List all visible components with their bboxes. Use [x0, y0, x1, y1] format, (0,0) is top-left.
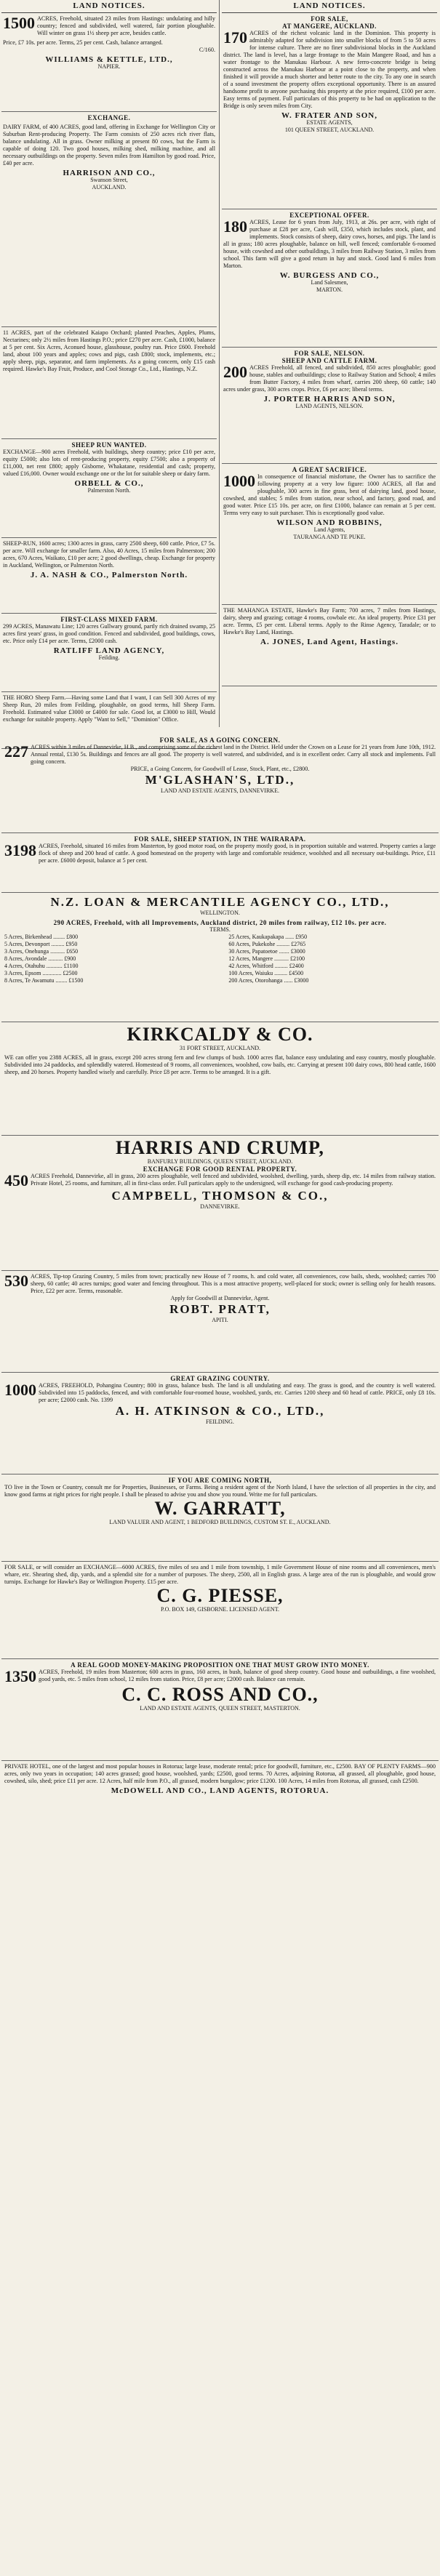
ad-terms: Price, £7 10s. per acre. Terms, 25 per cent. Cash, balance arranged.	[3, 39, 163, 46]
ad-lead-figure: 3198	[4, 841, 36, 859]
left-column	[1, 0, 217, 749]
ad-mahanga	[222, 605, 437, 686]
ad-lead-figure: 1500	[3, 14, 35, 32]
ad-signature: ROBT. PRATT,	[169, 1302, 271, 1316]
ad-place: AUCKLAND.	[92, 184, 127, 190]
listing-table	[4, 934, 436, 984]
ad-lead-figure: 170	[223, 28, 247, 47]
ad-wilson-robbins	[222, 464, 437, 605]
ad-signature: RATLIFF LAND AGENCY,	[53, 646, 165, 655]
ad-heading: FOR SALE, NELSON.	[294, 350, 365, 357]
ad-frater	[222, 13, 437, 209]
ad-signature: HARRIS AND CRUMP,	[116, 1137, 324, 1158]
listing-row: 8 Acres, Te Awamutu ........ £1500	[4, 977, 84, 984]
ad-nz-loan	[1, 893, 439, 1022]
ad-heading: A REAL GOOD MONEY-MAKING PROPOSITION ONE THAT MUST GROW INTO MONEY.	[71, 1661, 369, 1669]
ad-place: APITI.	[212, 1317, 228, 1323]
ad-sub: LAND AGENTS, NELSON.	[295, 403, 364, 409]
ad-lead-figure: 200	[223, 363, 247, 381]
ad-sub: LAND AND ESTATE AGENTS, QUEEN STREET, MASTERTON.	[140, 1705, 300, 1712]
ad-address: 101 QUEEN STREET, AUCKLAND.	[284, 127, 375, 133]
ad-body: PRIVATE HOTEL, one of the largest and most popular houses in Rotorua; large lease, moderate rental; price for goodwill, furniture, etc., £2500. BAY OF PLENTY FARMS—900 acres, only two years in occupation; 140 acres grassed; good house, woolshed, yards; £2500, good terms. 70 Acres, adjoining Rotorua, all grassed, all ploughable, good house, cowshed, silo, shed; price £11 per acre. 12 Acres, half mile from P.O., all grassed, modern bungalow; price £1200. 100 Acres, 14 miles from Rotorua, all grassed, cash £2500.	[4, 1763, 436, 1784]
ad-harrison	[1, 112, 217, 327]
ad-williams-kettle	[1, 13, 217, 112]
full-width-section	[1, 734, 439, 1837]
ad-body: THE MAHANGA ESTATE, Hawke's Bay Farm; 700 acres, 7 miles from Hastings, dairy, sheep and grazing; cottage 4 rooms, cowbale etc. An ideal property. Price £31 per acre. Terms, £5 per cent. Liberal terms. Apply to the Rinse Agency, Taradale; or to Hawke's Bay Land, Hastings.	[223, 607, 436, 635]
ad-signature: C. G. PIESSE,	[156, 1585, 284, 1606]
ad-signature: HARRISON AND CO.,	[63, 169, 156, 177]
ad-place: NAPIER.	[97, 63, 121, 70]
ad-kirkcaldy	[1, 1022, 439, 1136]
left-column-header: LAND NOTICES.	[1, 0, 217, 13]
listing-row: 8 Acres, Avondale .......... £900	[4, 955, 76, 962]
right-column-header: LAND NOTICES.	[222, 0, 437, 13]
listing-row: 3 Acres, Epsom ............. £2500	[4, 970, 78, 976]
ad-place: Palmerston North.	[87, 487, 131, 494]
ad-signature: W. BURGESS AND CO.,	[279, 271, 380, 280]
ad-body: ACRES within 3 miles of Dannevirke, H.B., and comprising some of the richest land in the District. Held under the Crown on a Lease for 21 years from June 10th, 1912. Annual rental, £130 5s. Buildings and fences are all good. The property is well watered, and subdivided, and is in excellent order. Carry all stock and implements. Full going concern.	[31, 744, 436, 765]
ad-address: BANFURLY BUILDINGS, QUEEN STREET, AUCKLAND.	[147, 1158, 293, 1165]
ad-body: FOR SALE, or will consider an EXCHANGE—6000 ACRES, five miles of sea and 1 mile from township, 1 mile Government House of nine rooms and all conveniences, men's whare, etc. Shearing shed, dip, yards, and a splendid site for a number of purposes. The sheep, 2500, all in English grass. A large area of the run is ploughable, and would grow turnips. Exchange for Hawke's Bay or Wellington Property. £15 per acre.	[4, 1564, 436, 1585]
ad-heading: SHEEP RUN WANTED.	[71, 441, 147, 449]
listing-column-a	[4, 934, 212, 984]
ad-sub: ESTATE AGENTS,	[306, 119, 353, 126]
ad-body: ACRES, Tip-top Grazing Country, 5 miles from town; practically new House of 7 rooms, h. and cold water, all conveniences, cow bails, sheds, woolshed; carries 700 sheep, 60 cattle; 40 acres turnips; good water and fencing throughout. This is a most attractive property, well-placed for stock; owner is selling only for health reasons. Price, £22 per acre. Terms, reasonable.	[31, 1273, 436, 1294]
ad-place: MARTON.	[316, 286, 343, 293]
ad-sub: Apply for Goodwill at Dannevirke, Agent.	[170, 1295, 270, 1301]
ad-heading: FOR SALE, AS A GOING CONCERN.	[159, 737, 281, 744]
ad-mcdowell	[1, 1761, 439, 1837]
ad-address: Swanson Street,	[90, 177, 128, 183]
ad-signature-2: CAMPBELL, THOMSON & CO.,	[111, 1189, 329, 1203]
listing-row: 5 Acres, Birkenhead ........ £800	[4, 934, 79, 940]
ad-atkinson	[1, 1373, 439, 1474]
ad-signature: ORBELL & CO.,	[74, 479, 144, 488]
ad-signature: KIRKCALDY & CO.	[127, 1024, 313, 1045]
ad-body: ACRES, Lease for 6 years from July, 1913, at 26s. per acre, with right of purchase at £28 per acre, Cash will, £350, which includes stock, plant, and implements. Stock consists of sheep, dairy cows, horses, and pigs. The land is all in grass; 180 acres ploughable, balance on hill, well fenced; comfortable 6-roomed house, with cowshed and other outbuildings, 3 miles from Railway Station, 3 miles from school. This farm will give a good return in hay and stock. Good land 6 miles from Marton.	[223, 219, 436, 269]
ad-sub: Land Salesmen,	[311, 279, 348, 286]
ad-place: WELLINGTON.	[200, 910, 240, 916]
ad-sub: P.O. BOX 149, GISBORNE. LICENSED AGENT.	[161, 1606, 279, 1613]
ad-signature: WILSON AND ROBBINS,	[276, 518, 383, 527]
ad-heading: FOR SALE,	[311, 15, 348, 23]
ad-subheading: AT MANGERE, AUCKLAND.	[282, 23, 377, 30]
ad-lead-figure: 180	[223, 217, 247, 236]
ad-body: ACRES, Freehold, situated 23 miles from Hastings: undulating and hilly country; fenced and subdivided, well watered, fair portion ploughable. Will winter on grass 1½ sheep per acre, besides cattle.	[37, 15, 215, 36]
column-divider	[219, 0, 220, 727]
ad-harris-crump	[1, 1136, 439, 1271]
listing-row: 42 Acres, Whitford ......... £2400	[228, 963, 304, 969]
ad-signature: A. JONES, Land Agent, Hastings.	[260, 638, 399, 646]
ad-place: TAURANGA AND TE PUKE.	[293, 534, 366, 540]
ad-sub: Land Agents,	[313, 526, 345, 533]
listing-row: 100 Acres, Waiuku ......... £4500	[228, 970, 304, 976]
ad-orbell	[1, 439, 217, 538]
ad-heading: IF YOU ARE COMING NORTH,	[168, 1477, 272, 1484]
ad-body: 11 ACRES, part of the celebrated Kaiapo Orchard; planted Peaches, Apples, Plums, Nectarines; only 2½ miles from Hastings P.O.; price £270 per acre. Cash, £1000, balance at 5 per cent. Six Acres, Aconued house, glasshouse, poultry run. Price £600. Freehold land, about 100 years and apples; cows and pigs, cash £800; stock, implements, etc.; apply sheep, pigs, separator, and farm implements. As a going concern, only £15 cash required. Hawke's Bay Fruit, Produce, and Cool Storage Co., Ltd., Hastings, N.Z.	[3, 329, 215, 372]
ad-signature: McDOWELL AND CO., LAND AGENTS, ROTORUA.	[111, 1786, 329, 1795]
ad-body: ACRES Freehold, all fenced, and subdivided, 850 acres ploughable; good house, stables and outbuildings; close to Railway Station and School; 4 miles from Butter Factory, 4 miles from wharf, carries 200 sheep, 60 cattle; 140 acres under grass, 300 acres crops. Price, £6 per acre; liberal terms.	[223, 364, 436, 393]
ad-sub: LAND AND ESTATE AGENTS, DANNEVIRKE.	[161, 787, 279, 794]
ad-heading: EXCEPTIONAL OFFER.	[289, 212, 369, 219]
ad-signature: N.Z. LOAN & MERCANTILE AGENCY CO., LTD.,	[50, 895, 390, 909]
ad-nash	[1, 538, 217, 614]
ad-signature: WILLIAMS & KETTLE, LTD.,	[45, 55, 173, 64]
ad-body: 299 ACRES, Manawatu Line; 120 acres Gullwary ground, partly rich drained swamp, 25 acres first years' grass, in good condition. Fenced and subdivided, good buildings, cows, etc. Price only £14 per acre. Terms, £2000 cash.	[3, 623, 215, 644]
ad-lead-figure: 1000	[4, 1381, 36, 1399]
ad-terms: TERMS.	[209, 926, 231, 933]
ad-subheading: SHEEP AND CATTLE FARM.	[281, 357, 377, 364]
ad-pratt	[1, 1271, 439, 1373]
ad-lead-figure: 530	[4, 1272, 28, 1290]
ad-wairarapa	[1, 833, 439, 893]
ad-body: THE HORO Sheep Farm.—Having some Land that I want, I can Sell 300 Acres of my Sheep Run, 20 miles from Feilding, ploughable, on good terms, hill Sheep Farm. Freehold. Estimated value £3000 or £4000 for sale. Good lot, at £3000 to Hill, Would exchange for suitable property. Apply "Want to Sell," "Dominion" Office.	[3, 694, 215, 723]
ad-place: DANNEVIRKE.	[200, 1203, 240, 1210]
right-column	[222, 0, 437, 686]
ad-place: Feilding.	[98, 654, 120, 661]
listing-column-b	[228, 934, 436, 984]
ad-body: ACRES Freehold, Dannevirke, all in grass, 200 acres ploughable, well fenced and subdivided, woolshed, dwelling, yards, sheep dip, etc. 14 miles from railway station. Private Hotel, 25 rooms, and furniture, all in first-class order. Full particulars apply to the undersigned, will exchange for good cash-producing property.	[31, 1173, 436, 1187]
listing-row: 60 Acres, Pukekohe ......... £2765	[228, 941, 306, 947]
listing-row: 200 Acres, Otorohanga ...... £3000	[228, 977, 309, 984]
ad-signature: J. A. NASH & CO., Palmerston North.	[30, 571, 188, 579]
ad-signature: C. C. ROSS AND CO.,	[121, 1684, 319, 1705]
ad-signature: W. FRATER AND SON,	[281, 111, 377, 120]
ad-code: C/160.	[199, 47, 215, 53]
listing-row: 12 Acres, Mangere .......... £2100	[228, 955, 305, 962]
ad-ross	[1, 1659, 439, 1761]
ad-body: ACRES, Freehold, 19 miles from Masterton; 600 acres in grass, 160 acres, in bush, balance of good sheep country. Good house and outbuildings, a fine woolshed, good yards, etc. 5 miles from school, 12 miles from station. Price, £8 per acre; £2000 cash. Balance can remain.	[39, 1669, 436, 1682]
ad-lead-figure: 1000	[223, 472, 255, 490]
ad-mglashans	[1, 734, 439, 833]
ad-lead-figure: 227	[4, 742, 28, 761]
listing-row: 4 Acres, Otahuhu ........... £1100	[4, 963, 79, 969]
ad-heading: FIRST-CLASS MIXED FARM.	[60, 616, 158, 623]
listing-row: 3 Acres, Onehunga .......... £650	[4, 948, 79, 955]
ad-porter-harris	[222, 348, 437, 464]
ad-heading: EXCHANGE.	[87, 114, 131, 121]
ad-signature: M'GLASHAN'S, LTD.,	[145, 773, 295, 787]
ad-lead-figure: 1350	[4, 1667, 36, 1685]
ad-signature: A. H. ATKINSON & CO., LTD.,	[115, 1404, 325, 1418]
ad-sub: LAND VALUER AND AGENT, 1 BEDFORD BUILDINGS, CUSTOM ST. E., AUCKLAND.	[109, 1519, 331, 1525]
ad-body: WE can offer you 2388 ACRES, all in grass, except 200 acres strong fern and few clumps of bush. 1000 acres flat, balance easy undulating and easy country, mostly ploughable. Subdivided into 24 paddocks, and splendidly watered. Homestead of 9 rooms, all conveniences, woolshed, cow bails, etc. Carrying at present 100 dairy cows, 800 head cattle, 1600 sheep, and 20 horses. Property handled wisely and carefully. Price £8 per acre. Terms to be arranged. It is a gift.	[4, 1054, 436, 1075]
ad-body: ACRES, FREEHOLD, Pohangina Country; 800 in grass, balance bush. The land is all undulating and easy. The grass is good, and the country is well watered. Subdivided into 15 paddocks, fenced, and with comfortable four-roomed house, woolshed, yards, etc. Carries 1200 sheep and 60 head of cattle. PRICE, only £8 10s. per acre; £2000 cash. No. 1399	[39, 1382, 436, 1403]
ad-place: FEILDING.	[206, 1419, 234, 1425]
listing-row: 25 Acres, Kaukapakapa ...... £950	[228, 934, 308, 940]
listing-row: 5 Acres, Devonport ......... £950	[4, 941, 78, 947]
ad-heading: A GREAT SACRIFICE.	[292, 466, 367, 473]
ad-body: TO live in the Town or Country, consult me for Properties, Businesses, or Farms. Being a resident agent of the North Island, I have the selection of all properties in the city, and know good farms at right prices for right people. I shall be pleased to advise you and show you round. Write me for full particulars.	[4, 1484, 436, 1498]
ad-signature: W. GARRATT,	[154, 1498, 286, 1519]
ad-piesse	[1, 1562, 439, 1659]
ad-signature: J. PORTER HARRIS AND SON,	[263, 395, 396, 404]
ad-body: EXCHANGE—900 acres Freehold, with buildings, sheep country; price £10 per acre, equity £5000; also lots of rent-producing property, equity £7500; also a property of £11,000, net rent £800; apply Gisborne, Whakatane, residential and cash; property, valued £16,000. Owner would exchange one or the lot for suitable sheep or dairy farm.	[3, 449, 215, 477]
ad-garratt	[1, 1474, 439, 1562]
ad-body: In consequence of financial misfortune, the Owner has to sacrifice the following property at a very low figure: 1000 ACRES, all flat and ploughable, 300 acres in fine grass, best of dairying land, good house, cowshed, and stables; 5 miles from station, near school, and factory, good road, and good water. Price £15 10s. per acre, on first £1000, balance can remain at 5 per cent. Terms very easy to suit purchaser. This is exceptionally good value.	[223, 473, 436, 516]
ad-ratliff	[1, 614, 217, 692]
ad-body: SHEEP-RUN, 1600 acres; 1300 acres in grass, carry 2500 sheep, 600 cattle. Price, £7 5s. per acre. Will exchange for smaller farm. Also, 40 Acres, 15 miles from Palmerston; 200 acres, 670 Acres, Waikato, £10 per acre; 2 good dwellings, cheap. Exchange for property in Auckland, Wellington, or Palmerston North.	[3, 540, 215, 569]
listing-row: 30 Acres, Papatoetoe ....... £3000	[228, 948, 305, 955]
ad-body: DAIRY FARM, of 400 ACRES, good land, offering in Exchange for Wellington City or Suburban Rent-producing Property. The Farm consists of 250 acres rich river flats, balance undulating. All in grass. Owner milking at present 80 cows, but the Farm is capable of doing 120. Two good houses, milking shed, milking machine, and all necessary outbuildings on the property. Seven miles from Hamilton by good road. Price, £40 per acre.	[3, 124, 215, 166]
ad-price: PRICE, a Going Concern, for Goodwill of Lease, Stock, Plant, etc., £2800.	[130, 766, 310, 772]
ad-burgess	[222, 209, 437, 348]
ad-heading: 290 ACRES, Freehold, with all Improvements, Auckland district, 20 miles from railway, £12 10s. per acre.	[53, 919, 387, 926]
ad-body: ACRES of the richest volcanic land in the Dominion. This property is admirably adapted for subdivision into smaller blocks of from 5 to 50 acres for intense culture. There are no finer subdivisional blocks in the Auckland district. The land is level, has a large frontage to the Main Mangere Road, and has a water frontage to the Manukau Harbour. A new ferro-concrete bridge is being constructed across the Manukau Harbour at a point close to the property, and when finished it will provide a much shorter and better route to the city. To any one in search of a sound investment the property offers exceptional opportunity. There is an assured handsome profit to anyone purchasing this property at the price required, £100 per acre. Easy terms of payment. Full particulars of this property to be had on application to the Bridge is only seven miles from City.	[223, 30, 436, 109]
ad-orchard	[1, 327, 217, 439]
ad-heading: FOR SALE, SHEEP STATION, IN THE WAIRARAPA.	[134, 835, 306, 843]
ad-heading: EXCHANGE FOR GOOD RENTAL PROPERTY.	[143, 1165, 297, 1173]
ad-lead-figure: 450	[4, 1171, 28, 1189]
ad-body: ACRES, Freehold, situated 16 miles from Masterton, by good motor road, on the property mostly good, is in proportion suitable and watered. Property carries a large flock of sheep and 200 head of cattle. A good homestead on the property with large and comfortable residence, woolshed and all necessary out-buildings. Price, £11 per acre. £6000 deposit, balance at 5 per cent.	[39, 843, 436, 864]
ad-heading: GREAT GRAZING COUNTRY.	[170, 1375, 270, 1382]
ad-address: 31 FORT STREET, AUCKLAND.	[179, 1045, 260, 1051]
